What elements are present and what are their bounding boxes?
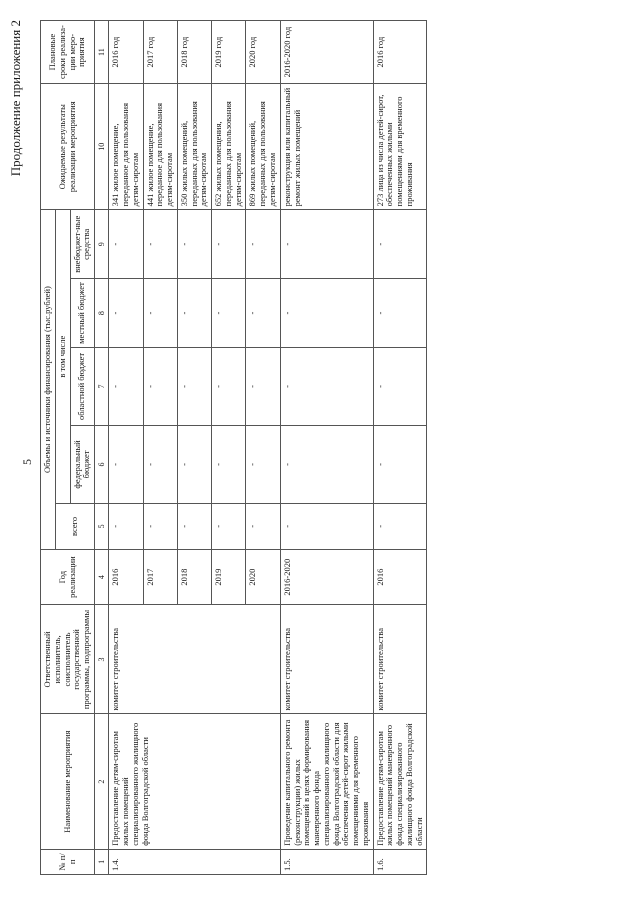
row-result: 341 жилое помещение, переданное для пользования детям-сиротам: [109, 84, 143, 210]
row-local: -: [177, 279, 211, 348]
row-result: 652 жилых помещения, переданных для пользования детям-сиротам: [212, 84, 246, 210]
row-year: 2017: [143, 549, 177, 605]
header-no: № п/п: [41, 849, 95, 874]
row-extra: -: [143, 210, 177, 279]
row-number: 1.5.: [280, 849, 373, 874]
row-federal: -: [373, 425, 427, 503]
row-regional: -: [177, 347, 211, 425]
row-executor: комитет строительства: [280, 605, 373, 714]
col-number: 7: [95, 347, 109, 425]
row-name: Предоставление детям-сиротам жилых помещений специализированного жилищного фонда Волгоградской области: [109, 714, 280, 849]
row-total: -: [373, 503, 427, 549]
row-result: 441 жилое помещение, переданное для пользования детям-сиротам: [143, 84, 177, 210]
row-federal: -: [177, 425, 211, 503]
header-terms: Плановые сроки реализа-ции меро-приятия: [41, 21, 95, 84]
row-federal: -: [143, 425, 177, 503]
row-executor: комитет строительства: [373, 605, 427, 714]
header-financing: Объемы и источники финансирования (тыс.рублей): [41, 210, 56, 549]
col-number: 11: [95, 21, 109, 84]
row-term: 2016 год: [109, 21, 143, 84]
header-name: Наименование мероприятия: [41, 714, 95, 849]
col-number: 3: [95, 605, 109, 714]
page-number: 5: [20, 459, 34, 465]
col-number: 10: [95, 84, 109, 210]
row-year: 2016: [109, 549, 143, 605]
table-row: [109, 21, 143, 875]
row-regional: -: [212, 347, 246, 425]
row-extra: -: [246, 210, 280, 279]
header-including: в том числе: [55, 210, 70, 504]
row-total: -: [246, 503, 280, 549]
row-number: 1.4.: [109, 849, 280, 874]
row-extra: -: [212, 210, 246, 279]
row-local: -: [280, 279, 373, 348]
table-row: [280, 21, 373, 875]
row-regional: -: [280, 347, 373, 425]
row-term: 2019 год: [212, 21, 246, 84]
row-year: 2019: [212, 549, 246, 605]
row-result: 350 жилых помещений, переданных для пользования детям-сиротам: [177, 84, 211, 210]
row-total: -: [143, 503, 177, 549]
row-extra: -: [280, 210, 373, 279]
row-regional: -: [246, 347, 280, 425]
program-table: [40, 20, 427, 875]
row-extra: -: [373, 210, 427, 279]
col-number: 4: [95, 549, 109, 605]
header-local: местный бюджет: [70, 279, 95, 348]
row-regional: -: [143, 347, 177, 425]
row-federal: -: [280, 425, 373, 503]
row-total: -: [212, 503, 246, 549]
row-term: 2016-2020 год: [280, 21, 373, 84]
header-executor: Ответственный исполнитель, соисполнитель государственной программы, подпрограммы: [41, 605, 95, 714]
col-number: 8: [95, 279, 109, 348]
col-number: 5: [95, 503, 109, 549]
row-term: 2017 год: [143, 21, 177, 84]
row-year: 2016: [373, 549, 427, 605]
row-local: -: [246, 279, 280, 348]
table-row: [373, 21, 427, 875]
row-federal: -: [246, 425, 280, 503]
header-year: Год реализации: [41, 549, 95, 605]
col-number: 6: [95, 425, 109, 503]
row-federal: -: [109, 425, 143, 503]
row-local: -: [373, 279, 427, 348]
row-year: 2020: [246, 549, 280, 605]
row-local: -: [143, 279, 177, 348]
row-year: 2018: [177, 549, 211, 605]
row-local: -: [109, 279, 143, 348]
row-name: Предоставление детям-сиротам жилых помещений маневренного фонда специализированного жилищного фонда Волгоградской области: [373, 714, 427, 849]
row-total: -: [280, 503, 373, 549]
row-extra: -: [109, 210, 143, 279]
row-local: -: [212, 279, 246, 348]
row-federal: -: [212, 425, 246, 503]
row-number: 1.6.: [373, 849, 427, 874]
row-name: Проведение капитального ремонта (реконструкции) жилых помещений в целях формирования маневренного фонда специализированного жилищного фонда Волгоградской области для обеспечения детей-сирот жилыми помещениями для временного проживания: [280, 714, 373, 849]
row-regional: -: [109, 347, 143, 425]
row-extra: -: [177, 210, 211, 279]
row-year: 2016-2020: [280, 549, 373, 605]
row-executor: комитет строительства: [109, 605, 280, 714]
header-total: всего: [55, 503, 94, 549]
header-expected: Ожидаемые результаты реализации мероприятия: [41, 84, 95, 210]
row-total: -: [109, 503, 143, 549]
header-extrabudget: внебюджет-ные средства: [70, 210, 95, 279]
row-result: реконструкция или капитальный ремонт жилых помещений: [280, 84, 373, 210]
row-term: 2016 год: [373, 21, 427, 84]
row-term: 2020 год: [246, 21, 280, 84]
col-number: 2: [95, 714, 109, 849]
continuation-heading: Продолжение приложения 2: [8, 20, 23, 177]
row-regional: -: [373, 347, 427, 425]
col-number: 1: [95, 849, 109, 874]
header-regional: областной бюджет: [70, 347, 95, 425]
row-result: 869 жилых помещений, переданных для пользования детям-сиротам: [246, 84, 280, 210]
row-result: 273 лица из числа детей-сирот, обеспеченных жилыми помещениями для временного проживания: [373, 84, 427, 210]
col-number: 9: [95, 210, 109, 279]
header-federal: федеральный бюджет: [70, 425, 95, 503]
row-term: 2018 год: [177, 21, 211, 84]
row-total: -: [177, 503, 211, 549]
